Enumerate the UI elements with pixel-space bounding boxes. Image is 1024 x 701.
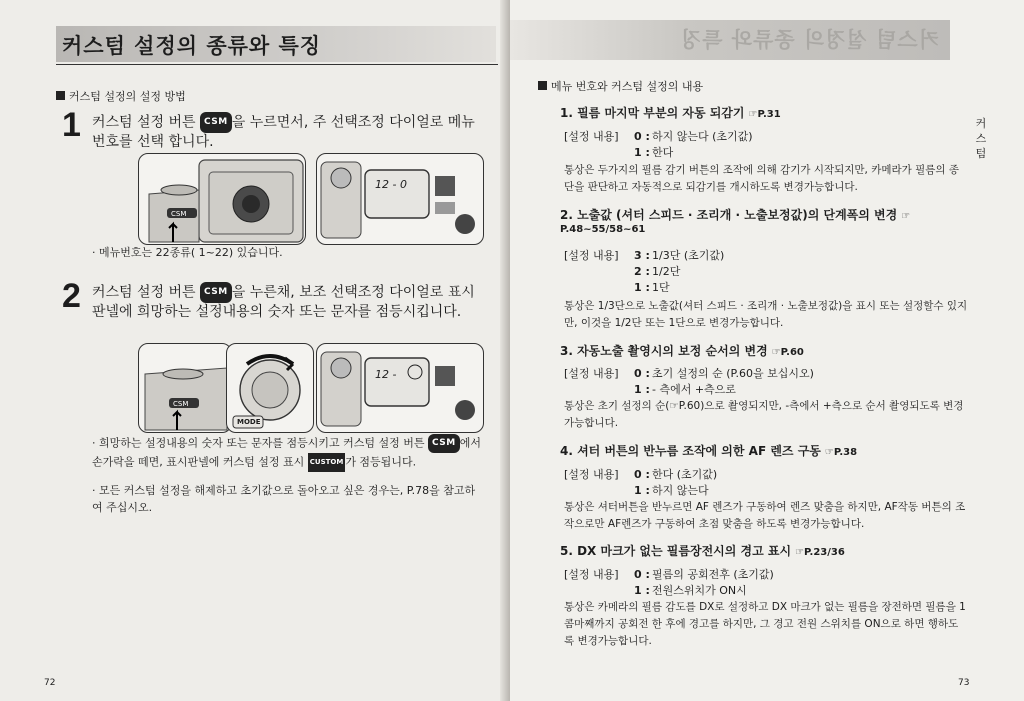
option-text: 1/3단 (초기값) [652, 249, 725, 262]
item-2-title [560, 206, 910, 223]
item-2-ref-pages: P.48~55/58~61 [560, 224, 646, 235]
item-2-ref: ☞ [901, 211, 911, 222]
top-lcd-illustration [316, 153, 484, 245]
csm-button-drawing [139, 344, 231, 432]
step-1-after: 을 누르면서, 주 선택조정 다이얼로 메뉴번호를 선택 합니다. [92, 114, 475, 150]
option-code: 1 : [634, 484, 650, 497]
option-text: 필름의 공회전후 (초기값) [652, 568, 774, 581]
option-text: 하지 않는다 [652, 484, 709, 497]
right-page [510, 0, 1024, 701]
item-1-option-0 [564, 128, 753, 144]
item-1-ref: ☞P.31 [748, 109, 781, 120]
note-2-before: · 희망하는 설정내용의 숫자 또는 문자를 점등시키고 커스텀 설정 버튼 [92, 436, 425, 450]
setting-label: [설정 내용] [564, 468, 619, 481]
item-4-description: 통상은 셔터버튼을 반누르면 AF 렌즈가 구동하여 렌즈 맞춤을 하지만, AF작동 버튼의 조작으로만 AF렌즈가 구동하여 초점 맞춤을 하도록 변경가능합니다. [564, 501, 966, 530]
setting-label: [설정 내용] [564, 568, 619, 581]
camera-back-illustration [138, 153, 306, 245]
option-code: 0 : [634, 468, 650, 481]
svg-text:CSM: CSM [173, 400, 189, 408]
left-page [0, 0, 506, 701]
item-5-option-0 [564, 566, 774, 582]
menu-heading: 메뉴 번호와 커스텀 설정의 내용 [538, 78, 703, 94]
option-code: 1 : [634, 146, 650, 159]
custom-indicator-icon: CUSTOM [308, 453, 346, 472]
item-1-description: 통상은 두가지의 필름 감기 버튼의 조작에 의해 감기가 시작되지만, 카메라가 필름의 종단을 판단하고 자동적으로 되감기를 개시하도록 변경가능합니다. [564, 164, 960, 193]
page-number-right: 73 [958, 678, 970, 688]
item-4-option-0 [564, 466, 717, 482]
item-5-title-text: 5. DX 마크가 없는 필름장전시의 경고 표시 [560, 544, 792, 558]
camera-back-drawing [139, 154, 305, 244]
page-title: 커스텀 설정의 종류와 특징 [62, 34, 322, 58]
item-5-title [560, 542, 845, 559]
item-1-option-1 [634, 144, 673, 160]
page-number-left: 72 [44, 678, 56, 688]
note-release-button [92, 434, 484, 472]
item-5-option-1 [634, 582, 747, 598]
sub-dial-illustration [226, 343, 314, 433]
bleed-through-title: 커스텀 설정의 종류와 특징 [680, 28, 940, 52]
option-code: 1 : [634, 281, 650, 294]
option-text: 1단 [652, 281, 670, 294]
option-text: 초기 설정의 순 (P.60을 보십시오) [652, 367, 814, 380]
option-code: 1 : [634, 584, 650, 597]
step-1-before: 커스텀 설정 버튼 [92, 114, 196, 131]
svg-text:CSM: CSM [171, 210, 187, 218]
mode-button-label: MODE [237, 418, 261, 426]
option-text: 하지 않는다 (초기값) [652, 130, 753, 143]
csm-button-illustration [138, 343, 232, 433]
item-2-option-1 [634, 263, 680, 279]
item-1-title [560, 104, 781, 121]
top-lcd-drawing [317, 154, 483, 244]
option-text: 한다 [652, 146, 674, 159]
section-heading: 커스텀 설정의 설정 방법 [56, 88, 186, 104]
setting-label: [설정 내용] [564, 130, 619, 143]
option-code: 0 : [634, 568, 650, 581]
csm-button-icon: CSM [200, 282, 232, 303]
item-2-title-text: 2. 노출값 (셔터 스피드 · 조리개 · 노출보정값)의 단계폭의 변경 [560, 208, 898, 222]
option-code: 0 : [634, 130, 650, 143]
note-2-middle: 에서 손가락을 떼면, 표시판넬에 커스텀 설정 표시 [92, 436, 481, 469]
item-3-option-0 [564, 365, 814, 381]
item-3-description: 통상은 초기 설정의 순(☞P.60)으로 촬영되지만, -측에서 +측으로 순서 촬영되도록 변경가능합니다. [564, 400, 964, 429]
option-code: 3 : [634, 249, 650, 262]
step-1-text [92, 112, 488, 152]
item-4-title [560, 442, 857, 459]
item-4-option-1 [634, 482, 709, 498]
title-rule [56, 64, 498, 65]
step-2-after: 을 누른채, 보조 선택조정 다이얼로 표시판넬에 희망하는 설정내용의 숫자 또는 문자를 점등시킵니다. [92, 284, 475, 320]
step-2-text [92, 282, 488, 322]
item-3-title-text: 3. 자동노출 촬영시의 보정 순서의 변경 [560, 344, 768, 358]
setting-label: [설정 내용] [564, 249, 619, 262]
item-2-option-2 [634, 279, 670, 295]
lcd-readout-2: 12 - [375, 368, 397, 381]
note-2-after: 가 점등됩니다. [345, 455, 417, 469]
note-menu-count: · 메뉴번호는 22종류( 1~22) 있습니다. [92, 246, 283, 259]
item-5-description: 통상은 카메라의 필름 감도를 DX로 설정하고 DX 마크가 없는 필름을 장전하면 필름을 1콤마째까지 공회전 한 후에 경고를 하지만, 그 경고 전원 스위치를 ON으로 하면 행하도록 변경가능합니다. [564, 601, 966, 647]
lcd-readout-1: 12 - 0 [375, 178, 407, 191]
csm-button-icon: CSM [428, 434, 460, 453]
item-4-ref: ☞P.38 [824, 447, 858, 458]
option-code: 0 : [634, 367, 650, 380]
csm-button-icon: CSM [200, 112, 232, 133]
top-lcd-illustration-2 [316, 343, 484, 433]
option-text: 1/2단 [652, 265, 681, 278]
item-3-ref: ☞P.60 [771, 347, 804, 358]
item-1-title-text: 1. 필름 마지막 부분의 자동 되감기 [560, 106, 745, 120]
option-code: 1 : [634, 383, 650, 396]
step-1-number: 1 [62, 106, 81, 144]
item-3-title [560, 342, 804, 359]
option-text: 전원스위치가 ON시 [652, 584, 747, 597]
item-2-description: 통상은 1/3단으로 노출값(셔터 스피드 · 조리개 · 노출보정값)을 표시 또는 설정할수 있지만, 이것을 1/2단 또는 1단으로 변경가능합니다. [564, 300, 968, 329]
item-2-option-0 [564, 247, 724, 263]
option-code: 2 : [634, 265, 650, 278]
top-lcd-drawing-2 [317, 344, 483, 432]
option-text: 한다 (초기값) [652, 468, 718, 481]
setting-label: [설정 내용] [564, 367, 619, 380]
item-5-ref: ☞P.23/36 [795, 547, 845, 558]
side-tab-custom: 커스텀 [975, 117, 987, 160]
step-2-number: 2 [62, 277, 81, 315]
note-reset-defaults: · 모든 커스텀 설정을 해제하고 초기값으로 돌아오고 싶은 경우는, P.78을 참고하여 주십시오. [92, 484, 476, 514]
option-text: - 측에서 +측으로 [652, 383, 736, 396]
step-2-before: 커스텀 설정 버튼 [92, 284, 196, 301]
item-4-title-text: 4. 셔터 버튼의 반누름 조작에 의한 AF 렌즈 구동 [560, 444, 821, 458]
item-3-option-1 [634, 381, 736, 397]
